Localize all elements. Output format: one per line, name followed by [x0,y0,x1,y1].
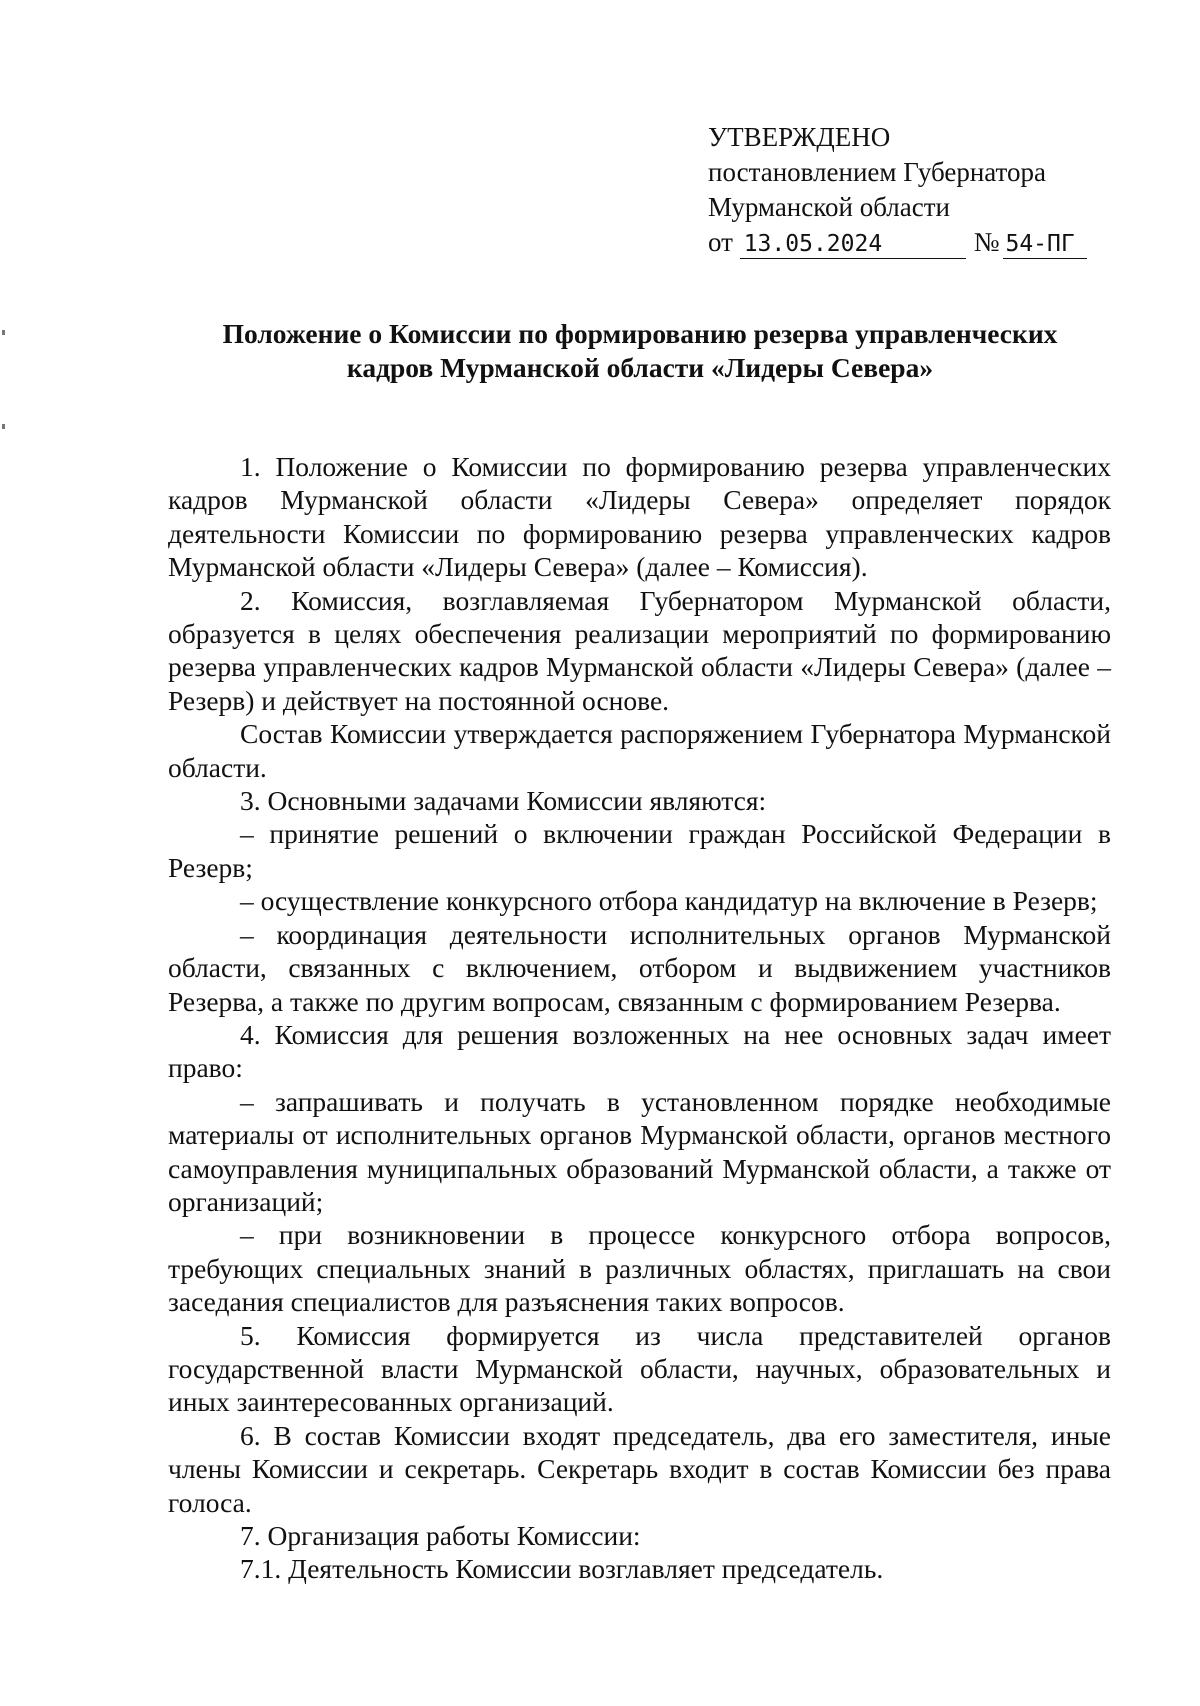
approval-date-line [708,225,1087,260]
paragraph: 3. Основными задачами Комиссии являются: [240,785,767,817]
approval-date: 13.05.2024 [740,230,966,259]
list-item: – запрашивать и получать в установленном порядке необходимые материалы от исполнительных органов Мурманской области, органов местного самоуправления муниципальных образований Мурманской области, а также от организаций; [168,1085,1111,1217]
list-item: – принятие решений о включении граждан Российской Федерации в Резерв; [168,818,1111,883]
approval-block [708,120,1087,260]
paragraph: 7. Организация работы Комиссии: [240,1520,641,1551]
list-item: – осуществление конкурсного отбора кандидатур на включение в Резерв; [240,885,1098,917]
date-prefix: от [708,227,733,257]
paragraph: 4. Комиссия для решения возложенных на нее основных задач имеет право: [168,1018,1111,1084]
paragraph: 1. Положение о Комиссии по формированию резерва управленческих кадров Мурманской области «Лидеры Севера» определяет порядок деятельности Комиссии по формированию резерва управленческих кадров Мурманской области «Лидеры Севера» (далее – Комиссия). [168,451,1111,583]
title-line: Положение о Комиссии по формированию резерва управленческих [222,318,1058,349]
scan-margin-mark [2,424,5,429]
document-body [168,450,1111,1586]
paragraph: 5. Комиссия формируется из числа представителей органов государственной власти Мурманской области, научных, образовательных и иных заинтересованных организаций. [168,1319,1111,1418]
approval-number: 54-ПГ [1003,230,1087,259]
approval-stamp: УТВЕРЖДЕНО [708,122,891,152]
document-title [170,317,1110,385]
approval-line: постановлением Губернатора [708,157,1046,187]
paragraph: 2. Комиссия, возглавляемая Губернатором Мурманской области, образуется в целях обеспечения реализации мероприятий по формированию резерва управленческих кадров Мурманской области «Лидеры Севера» (далее – Резерв) и действует на постоянной основе. [168,584,1111,716]
scan-margin-mark [2,330,5,335]
list-item: – при возникновении в процессе конкурсного отбора вопросов, требующих специальных знаний в различных областях, приглашать на свои заседания специалистов для разъяснения таких вопросов. [168,1219,1111,1318]
paragraph: Состав Комиссии утверждается распоряжением Губернатора Мурманской области. [168,718,1111,783]
number-sign: № [973,227,1000,257]
list-item: – координация деятельности исполнительных органов Мурманской области, связанных с включением, отбором и выдвижением участников Резерва, а также по другим вопросам, связанным с формированием Резерва. [168,918,1111,1017]
paragraph: 7.1. Деятельность Комиссии возглавляет председатель. [240,1553,884,1585]
title-line: кадров Мурманской области «Лидеры Севера» [346,352,934,383]
approval-line: Мурманской области [708,192,950,222]
paragraph: 6. В состав Комиссии входят председатель, два его заместителя, иные члены Комиссии и секретарь. Секретарь входит в состав Комиссии без права голоса. [168,1419,1111,1518]
